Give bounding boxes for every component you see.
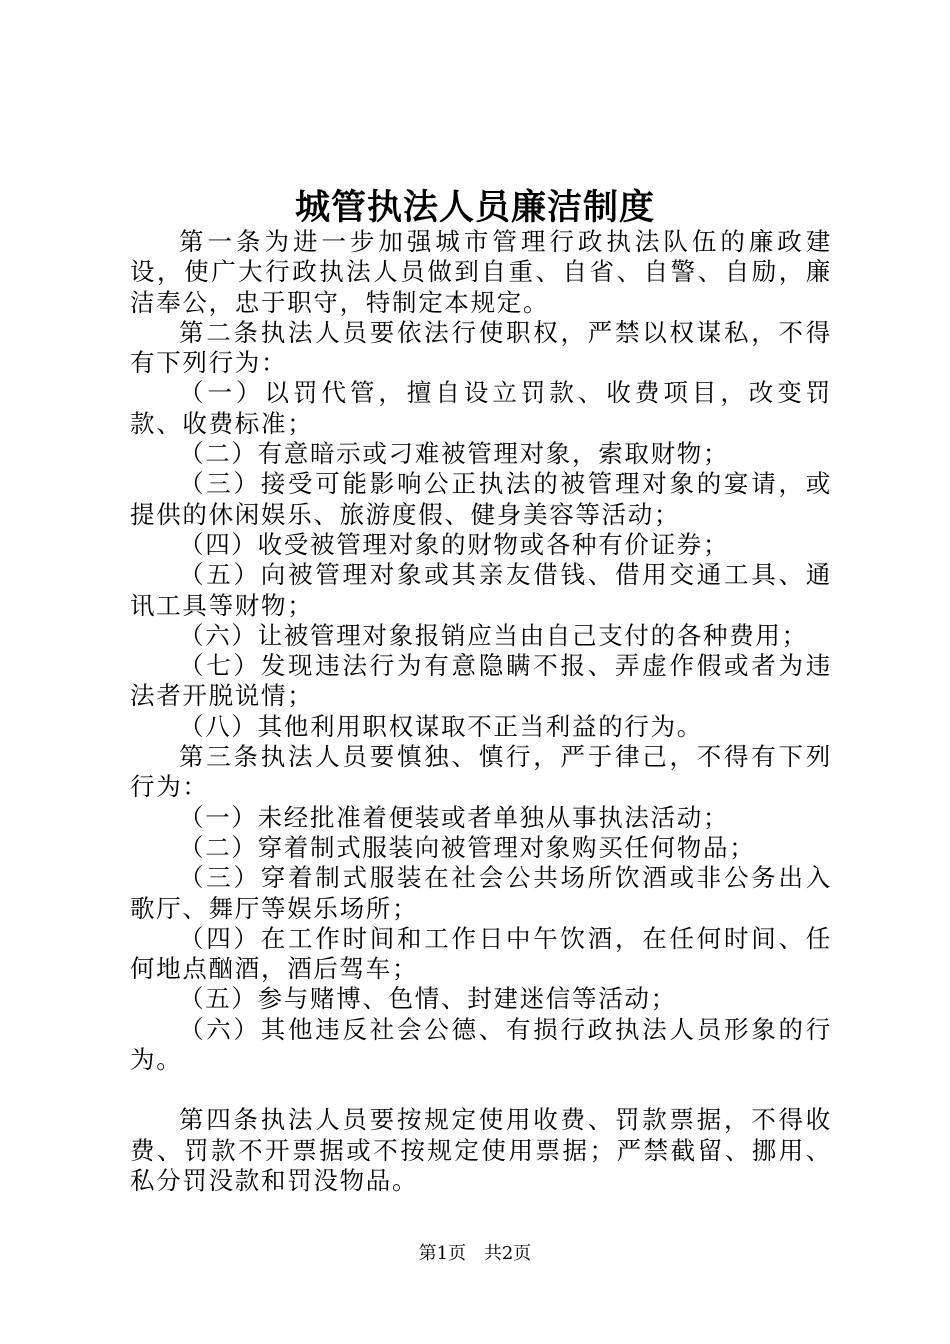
article-2-item-8: （八）其他利用职权谋取不正当利益的行为。 (179, 711, 703, 741)
article-2-item-1: （一）以罚代管，擅自设立罚款、收费项目，改变罚款、收费标准； (130, 378, 832, 438)
article-2-item-5: （五）向被管理对象或其亲友借钱、借用交通工具、通讯工具等财物； (130, 560, 832, 620)
article-2-item-6: （六）让被管理对象报销应当由自己支付的各种费用； (179, 620, 808, 650)
article-3-item-3: （三）穿着制式服装在社会公共场所饮酒或非公务出入歌厅、舞厅等娱乐场所； (130, 863, 832, 923)
article-2-item-4: （四）收受被管理对象的财物或各种有价证券； (179, 529, 730, 559)
article-2-item-7: （七）发现违法行为有意隐瞒不报、弄虚作假或者为违法者开脱说情； (130, 651, 832, 711)
document-body (130, 227, 832, 1196)
document-title: 城管执法人员廉洁制度 (294, 187, 655, 228)
article-4: 第四条执法人员要按规定使用收费、罚款票据，不得收费、罚款不开票据或不按规定使用票据；严禁截留、挪用、私分罚没款和罚没物品。 (130, 1105, 832, 1195)
page-footer (0, 1241, 950, 1267)
article-1: 第一条为进一步加强城市管理行政执法队伍的廉政建设，使广大行政执法人员做到自重、自省、自警、自励，廉洁奉公，忠于职守，特制定本规定。 (130, 227, 832, 317)
paragraph-gap (130, 1075, 832, 1105)
article-3: 第三条执法人员要慎独、慎行，严于律己，不得有下列行为： (130, 742, 832, 802)
article-2-item-2: （二）有意暗示或刁难被管理对象，索取财物； (179, 439, 730, 469)
article-2: 第二条执法人员要依法行使职权，严禁以权谋私，不得有下列行为： (130, 317, 832, 378)
page-number: 第1页 (418, 1243, 467, 1264)
page-total: 共2页 (483, 1243, 532, 1264)
article-3-item-5: （五）参与赌博、色情、封建迷信等活动； (179, 984, 677, 1014)
article-3-item-1: （一）未经批准着便装或者单独从事执法活动； (179, 802, 730, 832)
article-3-item-4: （四）在工作时间和工作日中午饮酒，在任何时间、任何地点酗酒，酒后驾车； (130, 923, 832, 984)
article-3-item-2: （二）穿着制式服装向被管理对象购买任何物品； (179, 832, 756, 862)
article-3-item-6: （六）其他违反社会公德、有损行政执法人员形象的行为。 (130, 1014, 832, 1075)
article-2-item-3: （三）接受可能影响公正执法的被管理对象的宴请，或提供的休闲娱乐、旅游度假、健身美容等活动； (130, 469, 832, 529)
